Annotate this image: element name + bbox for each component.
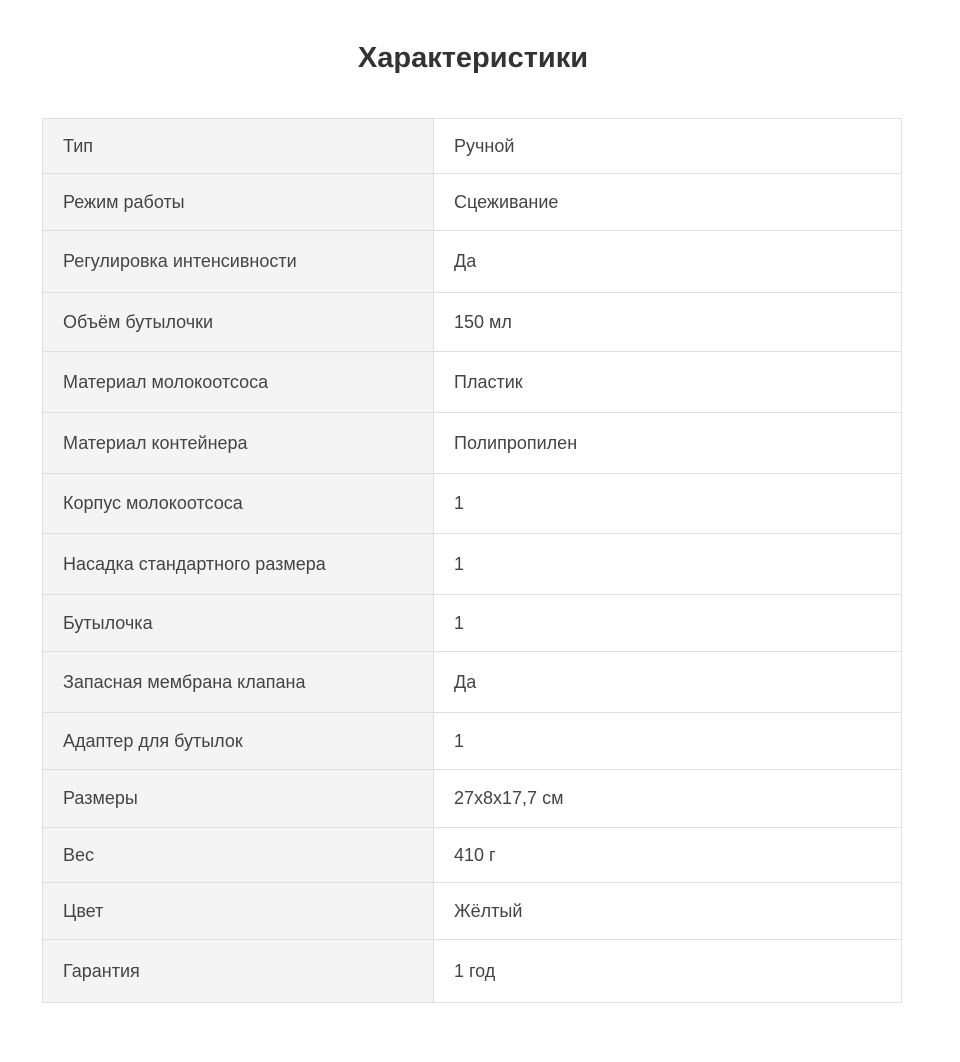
- spec-value: 410 г: [434, 828, 902, 883]
- table-row: [43, 352, 902, 413]
- table-row: [43, 770, 902, 828]
- spec-name: Тип: [43, 119, 434, 174]
- spec-value: Жёлтый: [434, 883, 902, 940]
- spec-value: 1: [434, 534, 902, 595]
- table-row: [43, 595, 902, 652]
- spec-name: Цвет: [43, 883, 434, 940]
- spec-value: 1: [434, 474, 902, 534]
- specs-table: [42, 118, 902, 1003]
- spec-name: Объём бутылочки: [43, 293, 434, 352]
- spec-name: Гарантия: [43, 940, 434, 1003]
- spec-name: Корпус молокоотсоса: [43, 474, 434, 534]
- spec-name: Размеры: [43, 770, 434, 828]
- table-row: [43, 293, 902, 352]
- spec-value: 1: [434, 713, 902, 770]
- spec-name: Материал контейнера: [43, 413, 434, 474]
- spec-name: Регулировка интенсивности: [43, 231, 434, 293]
- spec-name: Режим работы: [43, 174, 434, 231]
- spec-name: Бутылочка: [43, 595, 434, 652]
- spec-name: Материал молокоотсоса: [43, 352, 434, 413]
- table-row: [43, 713, 902, 770]
- table-row: [43, 652, 902, 713]
- table-row: [43, 534, 902, 595]
- table-row: [43, 883, 902, 940]
- table-row: [43, 174, 902, 231]
- table-row: [43, 413, 902, 474]
- spec-value: Да: [434, 652, 902, 713]
- spec-value: 150 мл: [434, 293, 902, 352]
- spec-value: Ручной: [434, 119, 902, 174]
- spec-value: 1: [434, 595, 902, 652]
- spec-value: 1 год: [434, 940, 902, 1003]
- spec-name: Вес: [43, 828, 434, 883]
- table-row: [43, 119, 902, 174]
- page-title: Характеристики: [357, 42, 589, 74]
- spec-value: Полипропилен: [434, 413, 902, 474]
- table-row: [43, 231, 902, 293]
- table-row: [43, 474, 902, 534]
- spec-name: Насадка стандартного размера: [43, 534, 434, 595]
- spec-value: 27x8x17,7 см: [434, 770, 902, 828]
- spec-name: Запасная мембрана клапана: [43, 652, 434, 713]
- spec-name: Адаптер для бутылок: [43, 713, 434, 770]
- table-row: [43, 940, 902, 1003]
- spec-value: Сцеживание: [434, 174, 902, 231]
- spec-value: Да: [434, 231, 902, 293]
- table-row: [43, 828, 902, 883]
- spec-value: Пластик: [434, 352, 902, 413]
